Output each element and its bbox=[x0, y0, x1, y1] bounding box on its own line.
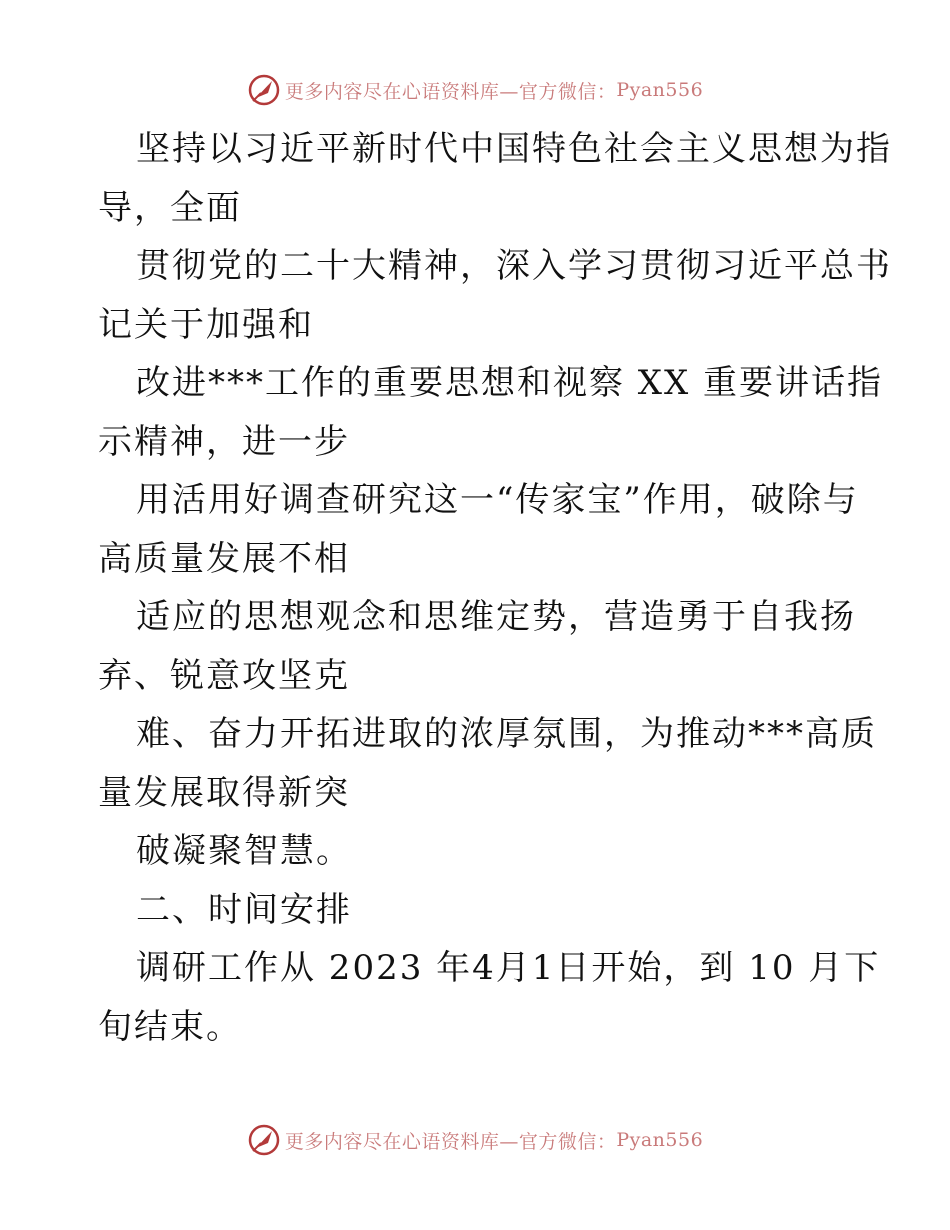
document-body bbox=[98, 120, 892, 1056]
footer-watermark-id: Pyan556 bbox=[616, 1129, 704, 1151]
quill-logo-icon bbox=[247, 73, 281, 107]
text-line: 难、奋力开拓进取的浓厚氛围，为推动***高质 bbox=[136, 714, 877, 754]
text-line: 调研工作从 2023 年4月1日开始，到 10 月下 bbox=[136, 948, 881, 988]
footer-watermark-text: 更多内容尽在心语资料库—官方微信： bbox=[284, 1130, 617, 1153]
text-line: 坚持以习近平新时代中国特色社会主义思想为指 bbox=[136, 129, 892, 169]
text-line: 改进***工作的重要思想和视察 XX 重要讲话指 bbox=[136, 363, 884, 403]
text-line: 适应的思想观念和思维定势，营造勇于自我扬 bbox=[136, 597, 856, 637]
quill-logo-icon bbox=[247, 1123, 281, 1157]
text-line: 弃、锐意攻坚克 bbox=[98, 655, 350, 696]
header-watermark-text: 更多内容尽在心语资料库—官方微信： bbox=[284, 80, 617, 103]
text-line: 示精神，进一步 bbox=[98, 421, 350, 462]
text-line: 导，全面 bbox=[98, 187, 242, 228]
footer-watermark bbox=[0, 1120, 950, 1160]
text-line: 旬结束。 bbox=[98, 1006, 242, 1047]
header-watermark-id: Pyan556 bbox=[616, 79, 704, 101]
text-line: 量发展取得新突 bbox=[98, 772, 350, 813]
text-line: 破凝聚智慧。 bbox=[136, 831, 352, 871]
text-line: 用活用好调查研究这一“传家宝”作用，破除与 bbox=[136, 480, 859, 520]
section-heading: 二、时间安排 bbox=[136, 889, 352, 930]
text-line: 记关于加强和 bbox=[98, 304, 314, 345]
text-line: 高质量发展不相 bbox=[98, 538, 350, 579]
header-watermark bbox=[0, 70, 950, 110]
text-line: 贯彻党的二十大精神，深入学习贯彻习近平总书 bbox=[136, 246, 892, 286]
